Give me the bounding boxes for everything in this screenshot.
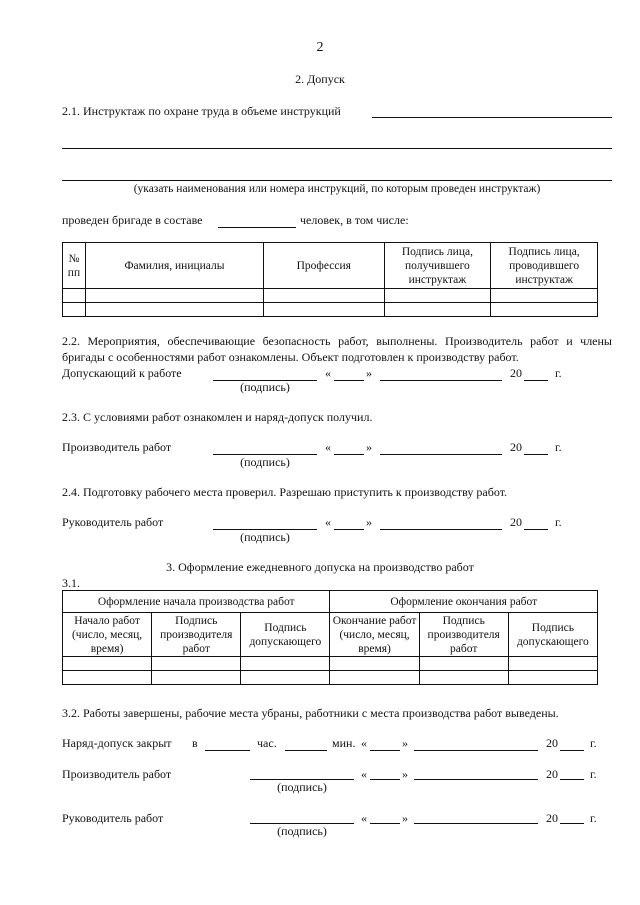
table-row	[63, 671, 598, 685]
admitting-label: Допускающий к работе	[62, 366, 182, 380]
final-manager-label: Руководитель работ	[62, 811, 164, 825]
table-cell[interactable]	[491, 289, 598, 303]
item-2-3-text: 2.3. С условиями работ ознакомлен и наряд-допуск получил.	[62, 410, 373, 424]
table-row	[63, 289, 598, 303]
quote-close: »	[366, 515, 372, 529]
signature-hint: (подпись)	[240, 380, 290, 394]
instructions-line-2[interactable]	[62, 148, 612, 149]
closed-hour-label: час.	[257, 736, 277, 750]
table-cell[interactable]	[63, 303, 86, 317]
page-number: 2	[316, 40, 324, 55]
quote-open: «	[325, 440, 331, 454]
col-sign-conducted-header: Подпись лица, проводившего инструктаж	[491, 243, 598, 289]
year-suffix: г.	[555, 515, 562, 529]
quote-open: «	[325, 366, 331, 380]
table-cell[interactable]	[63, 657, 152, 671]
instructions-hint: (указать наименования или номера инструкций, по которым проведен инструктаж)	[133, 183, 541, 195]
table-cell[interactable]	[491, 303, 598, 317]
table-cell[interactable]	[241, 671, 330, 685]
group-end-header: Оформление окончания работ	[330, 591, 598, 613]
table-cell[interactable]	[152, 671, 241, 685]
col-sign-received-header: Подпись лица, получившего инструктаж	[384, 243, 491, 289]
signature-hint: (подпись)	[240, 530, 290, 544]
final-producer-month-field[interactable]	[414, 779, 538, 780]
manager-year-field[interactable]	[524, 529, 548, 530]
year-prefix: 20	[510, 515, 522, 529]
item-2-2-text: 2.2. Мероприятия, обеспечивающие безопасность работ, выполнены. Производитель работ и члены бригады с особенностями работ ознакомлены. Объект подготовлен к производству работ.	[62, 334, 612, 364]
year-prefix: 20	[546, 767, 558, 781]
section-3-title: 3. Оформление ежедневного допуска на производство работ	[166, 560, 474, 574]
table-cell[interactable]	[384, 303, 491, 317]
table-cell[interactable]	[330, 657, 419, 671]
col-name-header: Фамилия, инициалы	[85, 243, 263, 289]
table-cell[interactable]	[508, 671, 597, 685]
admitting-day-field[interactable]	[334, 380, 364, 381]
quote-open: «	[361, 767, 367, 781]
item-2-1-text: 2.1. Инструктаж по охране труда в объеме инструкций	[62, 104, 341, 118]
section-2-title: 2. Допуск	[295, 72, 345, 86]
col-sign-producer-2-header: Подпись производителя работ	[419, 613, 508, 657]
signature-hint: (подпись)	[277, 824, 327, 838]
year-prefix: 20	[510, 440, 522, 454]
col-start-header: Начало работ (число, месяц, время)	[63, 613, 152, 657]
final-producer-label: Производитель работ	[62, 767, 172, 781]
table-cell[interactable]	[63, 289, 86, 303]
quote-close: »	[402, 736, 408, 750]
quote-open: «	[325, 515, 331, 529]
manager-label: Руководитель работ	[62, 515, 164, 529]
producer-day-field[interactable]	[334, 454, 364, 455]
col-sign-admitting-2-header: Подпись допускающего	[508, 613, 597, 657]
closed-min-label: мин.	[332, 736, 356, 750]
col-sign-producer-1-header: Подпись производителя работ	[152, 613, 241, 657]
instruction-table	[62, 242, 598, 317]
final-manager-month-field[interactable]	[414, 823, 538, 824]
manager-day-field[interactable]	[334, 529, 364, 530]
closed-min-field[interactable]	[285, 750, 327, 751]
quote-close: »	[402, 811, 408, 825]
final-producer-year-field[interactable]	[560, 779, 584, 780]
closed-hour-field[interactable]	[205, 750, 250, 751]
admitting-month-field[interactable]	[380, 380, 502, 381]
quote-close: »	[402, 767, 408, 781]
col-sign-admitting-header: Подпись допускающего	[241, 613, 330, 657]
daily-admission-table	[62, 590, 598, 685]
closed-in: в	[192, 736, 198, 750]
table-cell[interactable]	[85, 303, 263, 317]
producer-label: Производитель работ	[62, 440, 172, 454]
year-prefix: 20	[546, 811, 558, 825]
year-prefix: 20	[546, 736, 558, 750]
table-row	[63, 303, 598, 317]
item-3-1-label: 3.1.	[62, 576, 80, 590]
final-producer-day-field[interactable]	[370, 779, 400, 780]
col-profession-header: Профессия	[264, 243, 385, 289]
table-cell[interactable]	[85, 289, 263, 303]
producer-month-field[interactable]	[380, 454, 502, 455]
quote-close: »	[366, 440, 372, 454]
instructions-line-3[interactable]	[62, 180, 612, 181]
table-cell[interactable]	[152, 657, 241, 671]
quote-close: »	[366, 366, 372, 380]
table-cell[interactable]	[419, 671, 508, 685]
closed-month-field[interactable]	[414, 750, 538, 751]
brigade-count-field[interactable]	[218, 227, 296, 228]
table-cell[interactable]	[508, 657, 597, 671]
item-3-2-text: 3.2. Работы завершены, рабочие места убраны, работники с места производства работ выведены.	[62, 706, 559, 720]
closed-day-field[interactable]	[370, 750, 400, 751]
signature-hint: (подпись)	[240, 455, 290, 469]
group-start-header: Оформление начала производства работ	[63, 591, 330, 613]
table-row	[63, 657, 598, 671]
brigade-suffix: человек, в том числе:	[300, 213, 409, 227]
table-cell[interactable]	[264, 289, 385, 303]
producer-year-field[interactable]	[524, 454, 548, 455]
instructions-line-1[interactable]	[372, 117, 612, 118]
year-suffix: г.	[590, 736, 597, 750]
table-cell[interactable]	[264, 303, 385, 317]
closed-prefix: Наряд-допуск закрыт	[62, 736, 172, 750]
year-prefix: 20	[510, 366, 522, 380]
table-cell[interactable]	[419, 657, 508, 671]
year-suffix: г.	[590, 811, 597, 825]
quote-open: «	[361, 811, 367, 825]
year-suffix: г.	[555, 366, 562, 380]
signature-hint: (подпись)	[277, 780, 327, 794]
col-end-header: Окончание работ (число, месяц, время)	[330, 613, 419, 657]
final-manager-day-field[interactable]	[370, 823, 400, 824]
table-cell[interactable]	[384, 289, 491, 303]
col-num-header: № пп	[63, 243, 86, 289]
table-cell[interactable]	[63, 671, 152, 685]
year-suffix: г.	[590, 767, 597, 781]
manager-month-field[interactable]	[380, 529, 502, 530]
admitting-year-field[interactable]	[524, 380, 548, 381]
closed-year-field[interactable]	[560, 750, 584, 751]
year-suffix: г.	[555, 440, 562, 454]
quote-open: «	[361, 736, 367, 750]
table-cell[interactable]	[241, 657, 330, 671]
item-2-4-text: 2.4. Подготовку рабочего места проверил. Разрешаю приступить к производству работ.	[62, 485, 508, 499]
final-manager-year-field[interactable]	[560, 823, 584, 824]
brigade-prefix: проведен бригаде в составе	[62, 213, 203, 227]
table-cell[interactable]	[330, 671, 419, 685]
